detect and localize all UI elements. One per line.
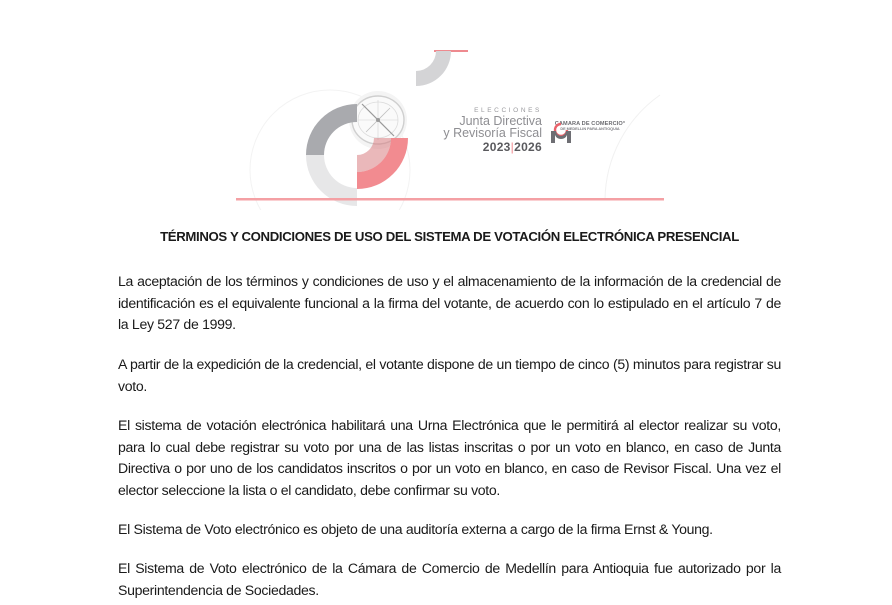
year-separator: | — [510, 140, 515, 154]
dark-gray-arc — [306, 104, 357, 155]
election-banner — [0, 0, 892, 210]
paragraph-voting-time: A partir de la expedición de la credencial, el votante dispone de un tiempo de cinco (5) minutos para registrar su voto. — [118, 356, 781, 394]
election-years — [432, 140, 542, 154]
chamber-logo — [548, 121, 632, 132]
chamber-subtitle: DE MEDELLIN PARA ANTIOQUIA — [560, 127, 620, 131]
paragraph-audit: El Sistema de Voto electrónico es objeto de una auditoría externa a cargo de la firma Ernst & Young. — [118, 521, 713, 537]
top-gray-arc — [416, 51, 451, 86]
election-line-2: y Revisoría Fiscal — [443, 126, 542, 140]
paragraph-authorization: El Sistema de Voto electrónico de la Cámara de Comercio de Medellín para Antioquia fue autorizado por la Superintendencia de Sociedades. — [118, 560, 781, 598]
banner-graphic — [0, 0, 892, 210]
year-start: 2023 — [482, 140, 511, 154]
decorative-arc — [605, 95, 660, 200]
paragraph-electronic-ballot: El sistema de votación electrónica habilitará una Urna Electrónica que le permitirá al elector realizar su voto, para lo cual debe registrar su voto por una de las listas inscritas o por un voto en blanco, en caso de Junta Directiva o por uno de los candidatos inscritos o por un voto en blanco, en caso de Revisor Fiscal. Una vez el elector seleccione la lista o el candidato, debe confirmar su voto. — [118, 417, 781, 498]
election-line-1: Junta Directiva — [459, 114, 542, 128]
document-title: TÉRMINOS Y CONDICIONES DE USO DEL SISTEMA DE VOTACIÓN ELECTRÓNICA PRESENCIAL — [160, 229, 739, 244]
chamber-logo-icon — [548, 121, 574, 145]
terms-document — [118, 228, 781, 598]
banner-divider — [236, 198, 664, 201]
chamber-name: CAMARA DE COMERCIO° — [554, 121, 626, 127]
year-end: 2026 — [514, 140, 542, 154]
election-kicker: ELECCIONES — [474, 107, 542, 114]
election-title-block — [432, 107, 542, 154]
paragraph-signature-equivalence: La aceptación de los términos y condiciones de uso y el almacenamiento de la información de la credencial de identificación es el equivalente funcional a la firma del votante, de acuerdo con lo estipulado en el artículo 7 de la Ley 527 de 1999. — [118, 273, 781, 332]
